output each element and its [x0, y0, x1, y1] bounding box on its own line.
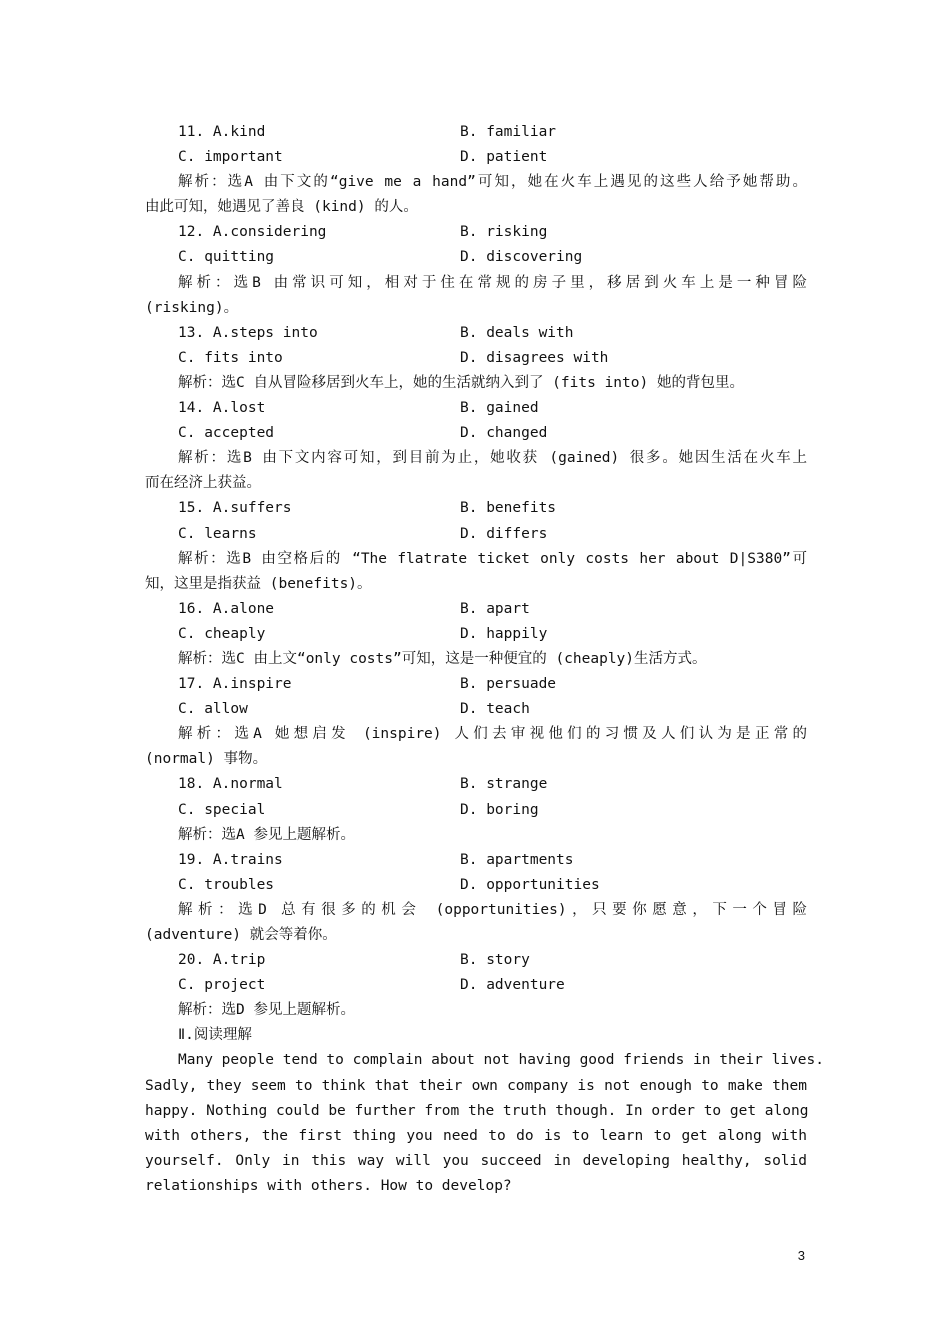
- analysis-line: 解析：选B 由常识可知，相对于住在常规的房子里，移居到火车上是一种冒险: [178, 274, 807, 291]
- option-d: D. changed: [460, 425, 548, 442]
- option-row: [145, 672, 807, 697]
- option-a: 20. A.trip: [178, 952, 266, 969]
- option-row: [145, 697, 807, 722]
- option-d: D. differs: [460, 525, 548, 542]
- option-a: 15. A.suffers: [178, 500, 292, 517]
- option-c: C. learns: [178, 525, 257, 542]
- option-row: [145, 873, 807, 898]
- option-a: 18. A.normal: [178, 776, 283, 793]
- option-row: [145, 798, 807, 823]
- passage-line: yourself. Only in this way will you succeed in developing healthy, solid: [145, 1152, 807, 1169]
- option-c: C. accepted: [178, 425, 275, 442]
- passage-line: relationships with others. How to develop?: [145, 1177, 512, 1194]
- option-d: D. boring: [460, 801, 539, 818]
- option-row: [145, 346, 807, 371]
- analysis-line: 解析：选C 自从冒险移居到火车上，她的生活就纳入到了 (fits into) 她的背包里。: [178, 374, 744, 391]
- option-b: B. apartments: [460, 851, 574, 868]
- option-row: [145, 220, 807, 245]
- option-b: B. apart: [460, 600, 530, 617]
- analysis-line: (normal) 事物。: [145, 751, 268, 768]
- option-b: B. benefits: [460, 500, 557, 517]
- option-a: 14. A.lost: [178, 400, 266, 417]
- option-d: D. opportunities: [460, 876, 600, 893]
- option-row: [145, 973, 807, 998]
- option-row: [145, 396, 807, 421]
- option-c: C. quitting: [178, 249, 275, 266]
- analysis-line: 解析：选C 由上文“only costs”可知，这是一种便宜的 (cheaply)生活方式。: [178, 650, 707, 667]
- option-b: B. strange: [460, 776, 548, 793]
- option-row: [145, 848, 807, 873]
- option-row: [145, 597, 807, 622]
- option-a: 16. A.alone: [178, 600, 275, 617]
- option-row: [145, 421, 807, 446]
- option-a: 12. A.considering: [178, 224, 327, 241]
- option-c: C. cheaply: [178, 625, 266, 642]
- option-d: D. disagrees with: [460, 349, 609, 366]
- option-b: B. story: [460, 952, 530, 969]
- option-row: [145, 245, 807, 270]
- analysis-line: 解析：选D 总有很多的机会 (opportunities)，只要你愿意，下一个冒险: [178, 901, 807, 918]
- option-d: D. discovering: [460, 249, 583, 266]
- option-b: B. familiar: [460, 124, 557, 140]
- passage-line: Sadly, they seem to think that their own company is not enough to make them: [145, 1077, 807, 1094]
- analysis-line: 解析：选A 由下文的“give me a hand”可知，她在火车上遇见的这些人给予她帮助。: [178, 174, 807, 191]
- passage-line: Many people tend to complain about not having good friends in their lives.: [178, 1052, 825, 1069]
- option-row: [145, 948, 807, 973]
- option-row: [145, 145, 807, 170]
- analysis-line: 解析：选B 由下文内容可知，到目前为止，她收获 (gained) 很多。她因生活在火车上: [178, 450, 807, 467]
- option-d: D. happily: [460, 625, 548, 642]
- passage-line: with others, the first thing you need to do is to learn to get along with: [145, 1127, 807, 1144]
- option-c: C. fits into: [178, 349, 283, 366]
- page-number: 3: [797, 1248, 805, 1263]
- option-a: 13. A.steps into: [178, 324, 318, 341]
- option-a: 19. A.trains: [178, 851, 283, 868]
- analysis-line: 由此可知，她遇见了善良 (kind) 的人。: [145, 199, 418, 216]
- option-row: [145, 522, 807, 547]
- passage-line: happy. Nothing could be further from the truth though. In order to get along: [145, 1102, 809, 1119]
- section-title: Ⅱ.阅读理解: [178, 1027, 252, 1044]
- option-a: 11. A.kind: [178, 124, 266, 140]
- option-d: D. adventure: [460, 977, 565, 994]
- analysis-line: 解析：选A 她想启发 (inspire) 人们去审视他们的习惯及人们认为是正常的: [178, 726, 807, 743]
- option-c: C. project: [178, 977, 266, 994]
- option-row: [145, 496, 807, 521]
- option-d: D. teach: [460, 701, 530, 718]
- option-b: B. risking: [460, 224, 548, 241]
- analysis-line: (risking)。: [145, 299, 239, 316]
- analysis-line: 解析：选B 由空格后的 “The flatrate ticket only costs her about D|S380”可: [178, 550, 807, 567]
- option-row: [145, 321, 807, 346]
- option-b: B. gained: [460, 400, 539, 417]
- analysis-line: 知，这里是指获益 (benefits)。: [145, 575, 372, 592]
- option-row: [145, 772, 807, 797]
- option-a: 17. A.inspire: [178, 676, 292, 693]
- option-c: C. special: [178, 801, 266, 818]
- option-c: C. important: [178, 149, 283, 166]
- option-row: [145, 120, 807, 145]
- analysis-line: 而在经济上获益。: [145, 475, 261, 492]
- analysis-line: 解析：选D 参见上题解析。: [178, 1002, 355, 1019]
- option-c: C. troubles: [178, 876, 275, 893]
- option-d: D. patient: [460, 149, 548, 166]
- option-b: B. persuade: [460, 676, 557, 693]
- analysis-line: (adventure) 就会等着你。: [145, 927, 337, 943]
- option-row: [145, 622, 807, 647]
- analysis-line: 解析：选A 参见上题解析。: [178, 826, 355, 843]
- option-b: B. deals with: [460, 324, 574, 341]
- option-c: C. allow: [178, 701, 248, 718]
- page-content: [145, 120, 825, 1199]
